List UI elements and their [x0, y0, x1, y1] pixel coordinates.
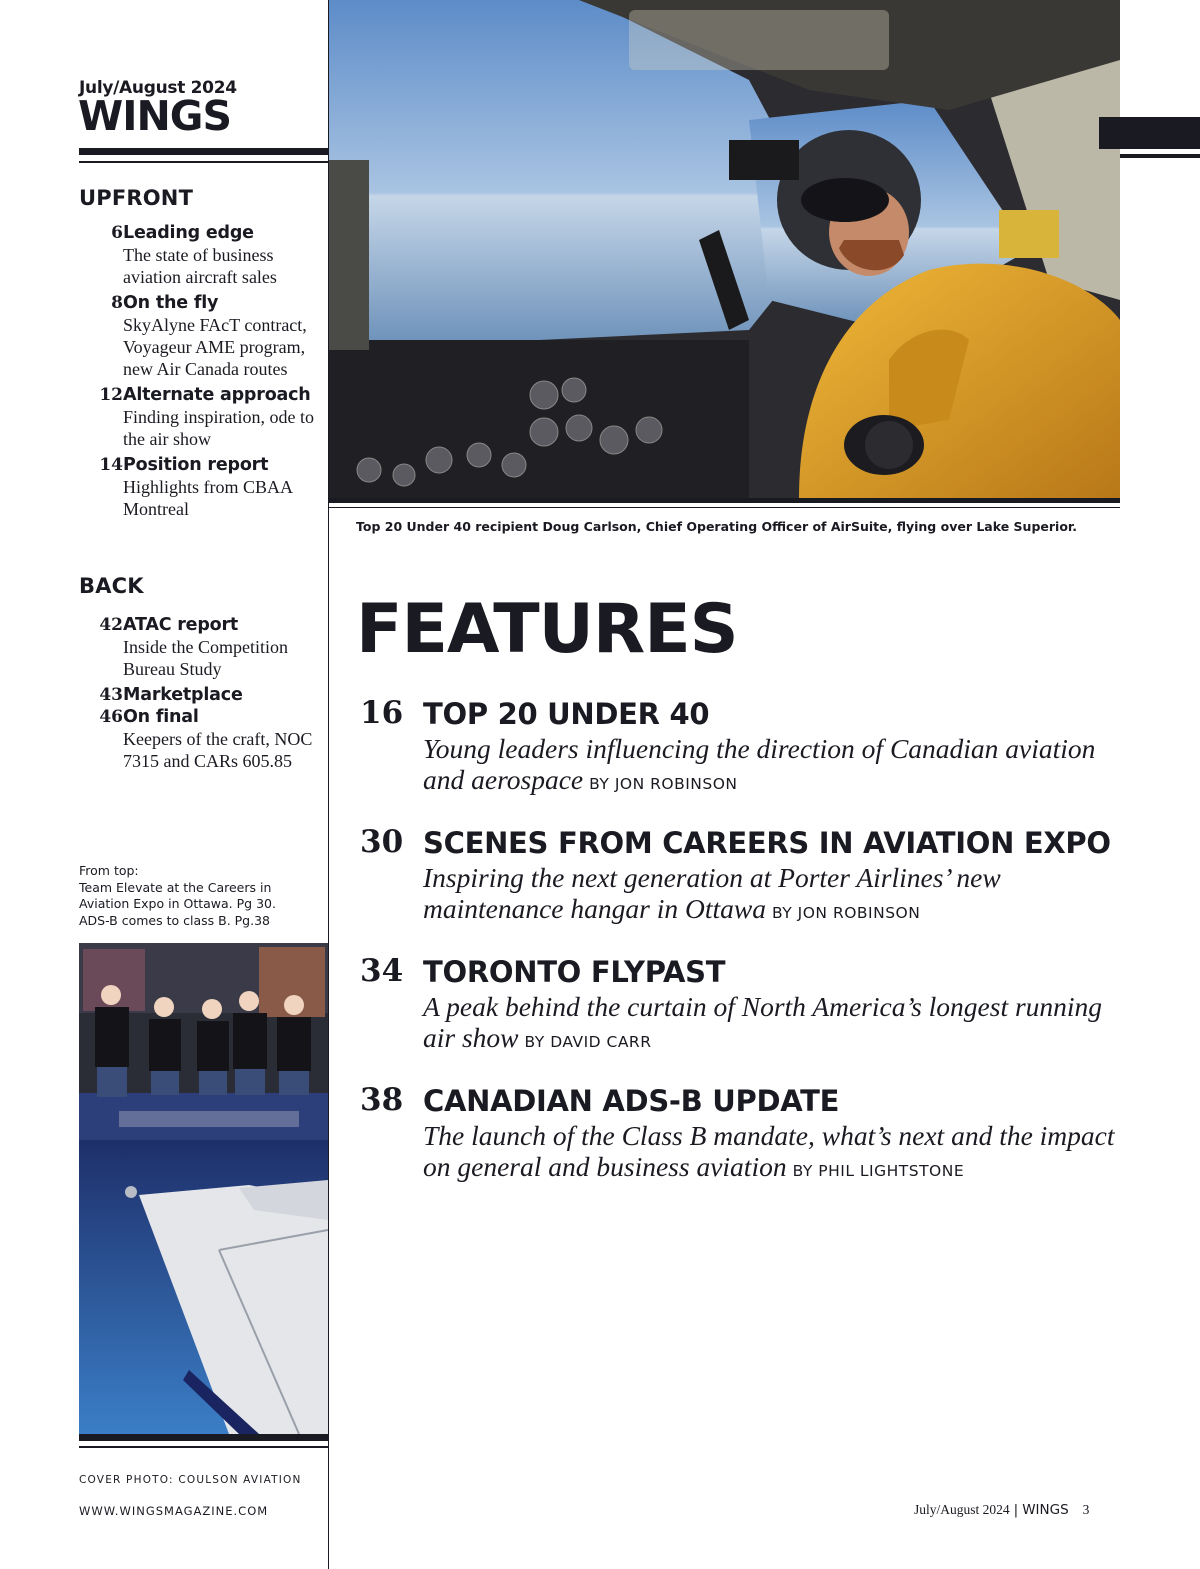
toc-title: On the fly [123, 293, 219, 313]
photo-note-line: From top: [79, 863, 139, 878]
back-heading: BACK [79, 574, 144, 598]
feature-byline: BY DAVID CARR [524, 1033, 652, 1051]
photo-note-line: ADS-B comes to class B. Pg.38 [79, 912, 270, 928]
footer-issue: July/August 2024 [914, 1502, 1010, 1517]
feature-desc: Young leaders influencing the direction of Canadian aviation and aerospace BY JON ROBINSON [423, 733, 1096, 795]
toc-item[interactable] [88, 292, 328, 380]
expo-photo [79, 943, 328, 1140]
toc-page: 42 [99, 615, 123, 635]
feature-byline: BY JON ROBINSON [589, 775, 738, 793]
footer-magazine: WINGS [1022, 1502, 1069, 1518]
feature-desc: A peak behind the curtain of North America’s longest running air show BY DAVID CARR [423, 991, 1103, 1053]
wing-photo [79, 1140, 328, 1434]
section-tab [1099, 117, 1200, 149]
divider [79, 148, 328, 155]
toc-desc: SkyAlyne FAcT contract, Voyageur AME program, new Air Canada routes [123, 315, 307, 379]
photo-caption: Top 20 Under 40 recipient Doug Carlson, Chief Operating Officer of AirSuite, flying over Lake Superior. [356, 519, 1078, 534]
feature-byline: BY JON ROBINSON [771, 904, 921, 922]
toc-title: Alternate approach [123, 385, 311, 405]
divider [79, 161, 328, 163]
cover-photo-credit: COVER PHOTO: COULSON AVIATION [79, 1474, 302, 1486]
page-footer: July/August 2024 | WINGS 3 [914, 1502, 1090, 1518]
feature-page: 38 [360, 1082, 404, 1118]
divider [329, 507, 1120, 508]
feature-page: 30 [360, 824, 404, 860]
divider [79, 1446, 328, 1448]
divider [79, 1434, 328, 1441]
upfront-heading: UPFRONT [79, 186, 194, 210]
feature-page: 16 [360, 695, 404, 731]
feature-title: SCENES FROM CAREERS IN AVIATION EXPO [423, 826, 1111, 860]
toc-item[interactable] [88, 384, 328, 450]
toc-desc: Inside the Competition Bureau Study [123, 637, 288, 679]
page-number: 3 [1082, 1502, 1090, 1517]
issue-date: July/August 2024 [79, 78, 237, 98]
feature-title: CANADIAN ADS-B UPDATE [423, 1084, 840, 1118]
toc-desc: Highlights from CBAA Montreal [123, 477, 293, 519]
toc-item[interactable] [88, 684, 328, 706]
feature-desc: The launch of the Class B mandate, what’s next and the impact on general and business aviation BY PHIL LIGHTSTONE [423, 1120, 1115, 1182]
toc-page: 8 [111, 293, 123, 313]
toc-page: 6 [111, 223, 123, 243]
photo-note-line: Team Elevate at the Careers in Aviation Expo in Ottawa. Pg 30. [79, 879, 276, 911]
toc-title: ATAC report [123, 615, 239, 635]
website-link[interactable]: WWW.WINGSMAGAZINE.COM [79, 1504, 269, 1518]
toc-page: 14 [99, 455, 123, 475]
back-list [88, 614, 328, 776]
toc-title: Leading edge [123, 223, 254, 243]
feature-title: TOP 20 UNDER 40 [423, 697, 710, 731]
toc-page: 43 [99, 685, 123, 705]
toc-item[interactable] [88, 706, 328, 772]
section-tab [1120, 154, 1200, 158]
toc-desc: Finding inspiration, ode to the air show [123, 407, 314, 449]
toc-title: Marketplace [123, 685, 243, 705]
toc-item[interactable] [88, 454, 328, 520]
toc-item[interactable] [88, 614, 328, 680]
upfront-list [88, 222, 328, 524]
toc-page: 46 [99, 707, 123, 727]
toc-desc: Keepers of the craft, NOC 7315 and CARs 605.85 [123, 729, 313, 771]
feature-title: TORONTO FLYPAST [423, 955, 726, 989]
features-heading: FEATURES [356, 590, 738, 669]
toc-title: Position report [123, 455, 269, 475]
feature-desc: Inspiring the next generation at Porter Airlines’ new maintenance hangar in Ottawa BY JON ROBINSON [423, 862, 1001, 924]
feature-byline: BY PHIL LIGHTSTONE [792, 1162, 965, 1180]
photo-note [79, 863, 319, 929]
cockpit-photo [329, 0, 1120, 498]
toc-title: On final [123, 707, 199, 727]
divider [329, 498, 1120, 503]
toc-item[interactable] [88, 222, 328, 288]
toc-desc: The state of business aviation aircraft sales [123, 245, 277, 287]
magazine-name: WINGS [78, 92, 231, 140]
toc-page: 12 [99, 385, 123, 405]
feature-page: 34 [360, 953, 404, 989]
